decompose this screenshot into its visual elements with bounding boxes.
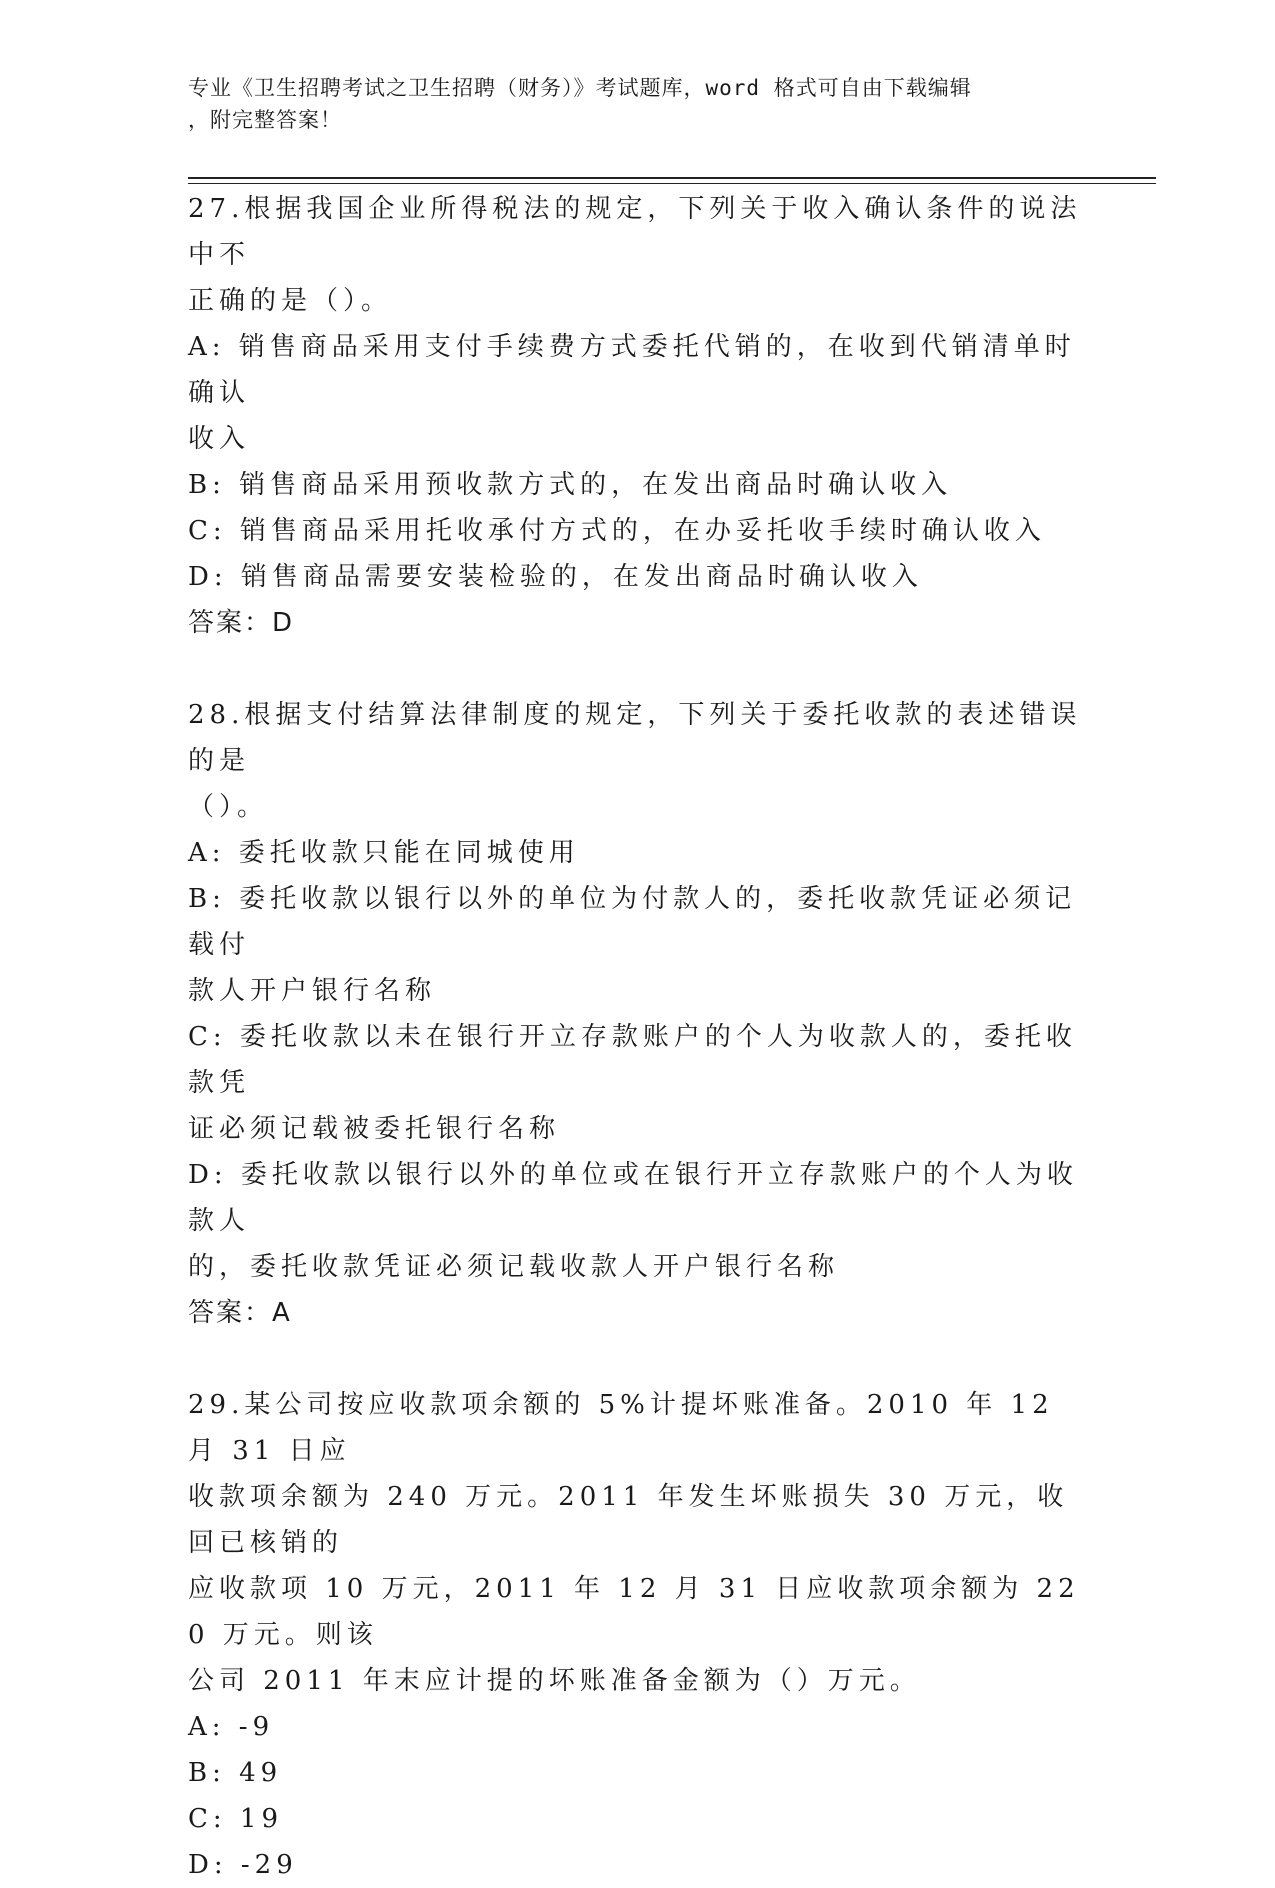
option-b-continued: 款人开户银行名称 (188, 976, 437, 1006)
option-a: A: 委托收款只能在同城使用 (188, 838, 580, 868)
header-line-2: ，附完整答案！ (188, 108, 342, 132)
question-29 (188, 1382, 1088, 1888)
option-d-continued: 的，委托收款凭证必须记载收款人开户银行名称 (188, 1252, 840, 1282)
question-text-line: 应收款项 10 万元，2011 年 12 月 31 日应收款项余额为 220 万元。则该 (188, 1574, 1080, 1650)
question-text-line: 公司 2011 年末应计提的坏账准备金额为（）万元。 (188, 1666, 921, 1696)
option-c: C: 销售商品采用托收承付方式的，在办妥托收手续时确认收入 (188, 516, 1046, 546)
question-text-line: （）。 (188, 792, 269, 822)
option-c-continued: 证必须记载被委托银行名称 (188, 1114, 561, 1144)
question-28 (188, 692, 1088, 1336)
header-divider-thin (188, 183, 1156, 184)
question-text-line: 正确的是（）。 (188, 286, 393, 316)
document-header (188, 72, 1088, 136)
question-text-line: 29.某公司按应收款项余额的 5%计提坏账准备。2010 年 12 月 31 日应 (188, 1390, 1067, 1466)
answer-label: 答案：A (188, 1298, 292, 1328)
option-a: A: 销售商品采用支付手续费方式委托代销的，在收到代销清单时确认 (188, 332, 1076, 408)
option-b: B: 49 (188, 1758, 283, 1788)
option-a-continued: 收入 (188, 424, 251, 454)
header-line-1: 专业《卫生招聘考试之卫生招聘（财务）》考试题库，word 格式可自由下载编辑 (188, 76, 972, 100)
option-c: C: 19 (188, 1804, 284, 1834)
question-text-line: 28.根据支付结算法律制度的规定，下列关于委托收款的表述错误的是 (188, 700, 1082, 776)
question-27 (188, 186, 1088, 646)
answer-label: 答案：D (188, 608, 295, 638)
option-d: D: -29 (188, 1850, 298, 1880)
option-b: B: 销售商品采用预收款方式的，在发出商品时确认收入 (188, 470, 953, 500)
option-c: C: 委托收款以未在银行开立存款账户的个人为收款人的，委托收款凭 (188, 1022, 1077, 1098)
option-d: D: 销售商品需要安装检验的，在发出商品时确认收入 (188, 562, 923, 592)
question-list (188, 186, 1088, 1888)
header-divider-thick (188, 177, 1156, 179)
option-b: B: 委托收款以银行以外的单位为付款人的，委托收款凭证必须记载付 (188, 884, 1077, 960)
question-text-line: 27.根据我国企业所得税法的规定，下列关于收入确认条件的说法中不 (188, 194, 1082, 270)
question-spacer (188, 646, 1088, 692)
option-d: D: 委托收款以银行以外的单位或在银行开立存款账户的个人为收款人 (188, 1160, 1078, 1236)
option-a: A: -9 (188, 1712, 275, 1742)
question-spacer (188, 1336, 1088, 1382)
question-text-line: 收款项余额为 240 万元。2011 年发生坏账损失 30 万元，收回已核销的 (188, 1482, 1069, 1558)
